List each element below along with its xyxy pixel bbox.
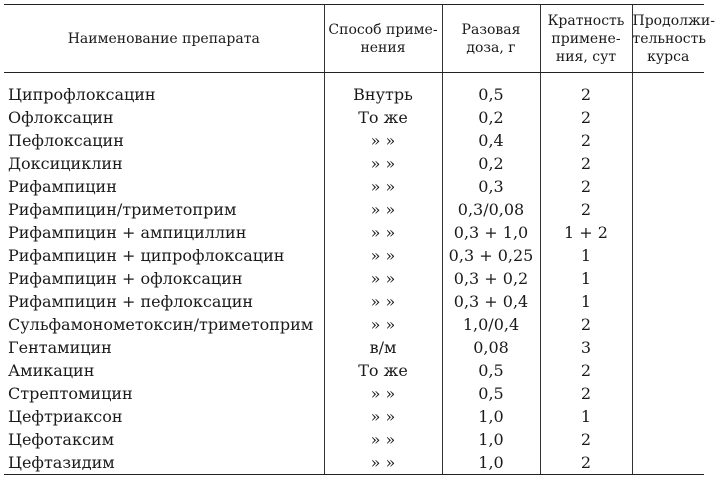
route-cell: » » [324,129,442,152]
frequency-cell: 1 [540,267,632,290]
header-line: Кратность [547,12,625,29]
frequency-cell: 2 [540,73,632,107]
route-cell: » » [324,428,442,451]
frequency-cell: 2 [540,175,632,198]
drug-name-cell: Цефотаксим [8,430,115,449]
table-row [4,451,704,475]
header-line: нения [360,39,406,56]
drug-name-cell: Рифампицин + пефлоксацин [8,292,254,311]
dose-cell: 0,5 [442,359,540,382]
dose-cell: 0,3 + 1,0 [442,221,540,244]
course-cell [632,382,704,405]
table-row [4,382,704,405]
header-line: курса [647,48,690,65]
frequency-cell: 2 [540,451,632,475]
frequency-cell: 3 [540,336,632,359]
dose-cell: 0,5 [442,382,540,405]
table-body [4,73,704,475]
route-cell: » » [324,198,442,221]
route-cell: » » [324,382,442,405]
route-cell: » » [324,175,442,198]
header-frequency [540,5,632,73]
drug-name-cell: Рифампицин/триметоприм [8,200,237,219]
header-line: ния, сут [555,48,617,65]
frequency-cell: 1 [540,290,632,313]
drug-name-cell: Сульфамонометоксин/триметоприм [8,315,314,334]
course-cell [632,290,704,313]
table-row [4,106,704,129]
header-line: Способ приме- [328,21,438,38]
course-cell [632,198,704,221]
dose-cell: 0,3/0,08 [442,198,540,221]
course-cell [632,152,704,175]
table-row [4,359,704,382]
header-line: тельность [632,30,707,47]
course-cell [632,405,704,428]
course-cell [632,313,704,336]
dose-cell: 1,0 [442,451,540,475]
course-cell [632,106,704,129]
route-cell: » » [324,313,442,336]
header-line: примене- [551,30,621,47]
route-cell: » » [324,152,442,175]
drug-name-cell: Рифампицин + ципрофлоксацин [8,246,285,265]
header-route [324,5,442,73]
route-cell: » » [324,221,442,244]
frequency-cell: 2 [540,152,632,175]
frequency-cell: 2 [540,313,632,336]
course-cell [632,336,704,359]
header-line: Наименование препарата [67,30,260,47]
drug-name-cell: Офлоксацин [8,108,114,127]
dose-cell: 1,0 [442,428,540,451]
dose-cell: 0,4 [442,129,540,152]
course-cell [632,221,704,244]
frequency-cell: 1 [540,244,632,267]
header-course-duration [632,5,715,73]
drug-dosage-table [4,4,715,475]
drug-name-cell: Рифампицин + ампициллин [8,223,247,242]
route-cell: в/м [324,336,442,359]
dose-cell: 0,2 [442,106,540,129]
table-row [4,198,704,221]
table-row [4,267,704,290]
drug-name-cell: Рифампицин [8,177,117,196]
drug-name-cell: Амикацин [8,361,95,380]
dose-cell: 0,3 + 0,25 [442,244,540,267]
course-cell [632,451,704,475]
dose-cell: 0,3 + 0,4 [442,290,540,313]
dose-cell: 0,3 + 0,2 [442,267,540,290]
frequency-cell: 2 [540,359,632,382]
table-row [4,175,704,198]
drug-name-cell: Гентамицин [8,338,112,357]
route-cell: » » [324,290,442,313]
table-row [4,313,704,336]
route-cell: То же [324,106,442,129]
table-header-row [4,5,704,73]
frequency-cell: 1 + 2 [540,221,632,244]
drug-name-cell: Рифампицин + офлоксацин [8,269,243,288]
header-drug-name [4,5,324,73]
table-row [4,221,704,244]
course-cell [632,129,704,152]
table-row [4,405,704,428]
route-cell: » » [324,244,442,267]
header-line: Разовая [461,21,521,38]
drug-name-cell: Доксициклин [8,154,123,173]
table-row [4,336,704,359]
table-row [4,152,704,175]
dose-cell: 0,2 [442,152,540,175]
dose-cell: 0,3 [442,175,540,198]
table-row [4,428,704,451]
drug-name-cell: Стрептомицин [8,384,133,403]
route-cell: » » [324,267,442,290]
dose-cell: 1,0 [442,405,540,428]
course-cell [632,267,704,290]
course-cell [632,428,704,451]
course-cell [632,359,704,382]
header-line: Продолжи- [632,12,715,29]
header-line: доза, г [466,39,516,56]
route-cell: » » [324,405,442,428]
drug-name-cell: Ципрофлоксацин [8,85,156,104]
drug-name-cell: Цефтазидим [4,451,324,475]
table-row [4,73,704,107]
frequency-cell: 2 [540,106,632,129]
frequency-cell: 2 [540,129,632,152]
dose-cell: 0,5 [442,73,540,107]
drug-name-cell: Пефлоксацин [8,131,124,150]
route-cell: То же [324,359,442,382]
frequency-cell: 2 [540,382,632,405]
dose-cell: 0,08 [442,336,540,359]
course-cell [632,244,704,267]
table-row [4,129,704,152]
frequency-cell: 2 [540,198,632,221]
course-cell [632,175,704,198]
route-cell: » » [324,451,442,475]
dose-cell: 1,0/0,4 [442,313,540,336]
frequency-cell: 2 [540,428,632,451]
course-cell [632,73,704,107]
table-row [4,290,704,313]
table-row [4,244,704,267]
drug-name-cell: Цефтриаксон [8,407,123,426]
route-cell: Внутрь [324,73,442,107]
frequency-cell: 1 [540,405,632,428]
header-single-dose [442,5,540,73]
